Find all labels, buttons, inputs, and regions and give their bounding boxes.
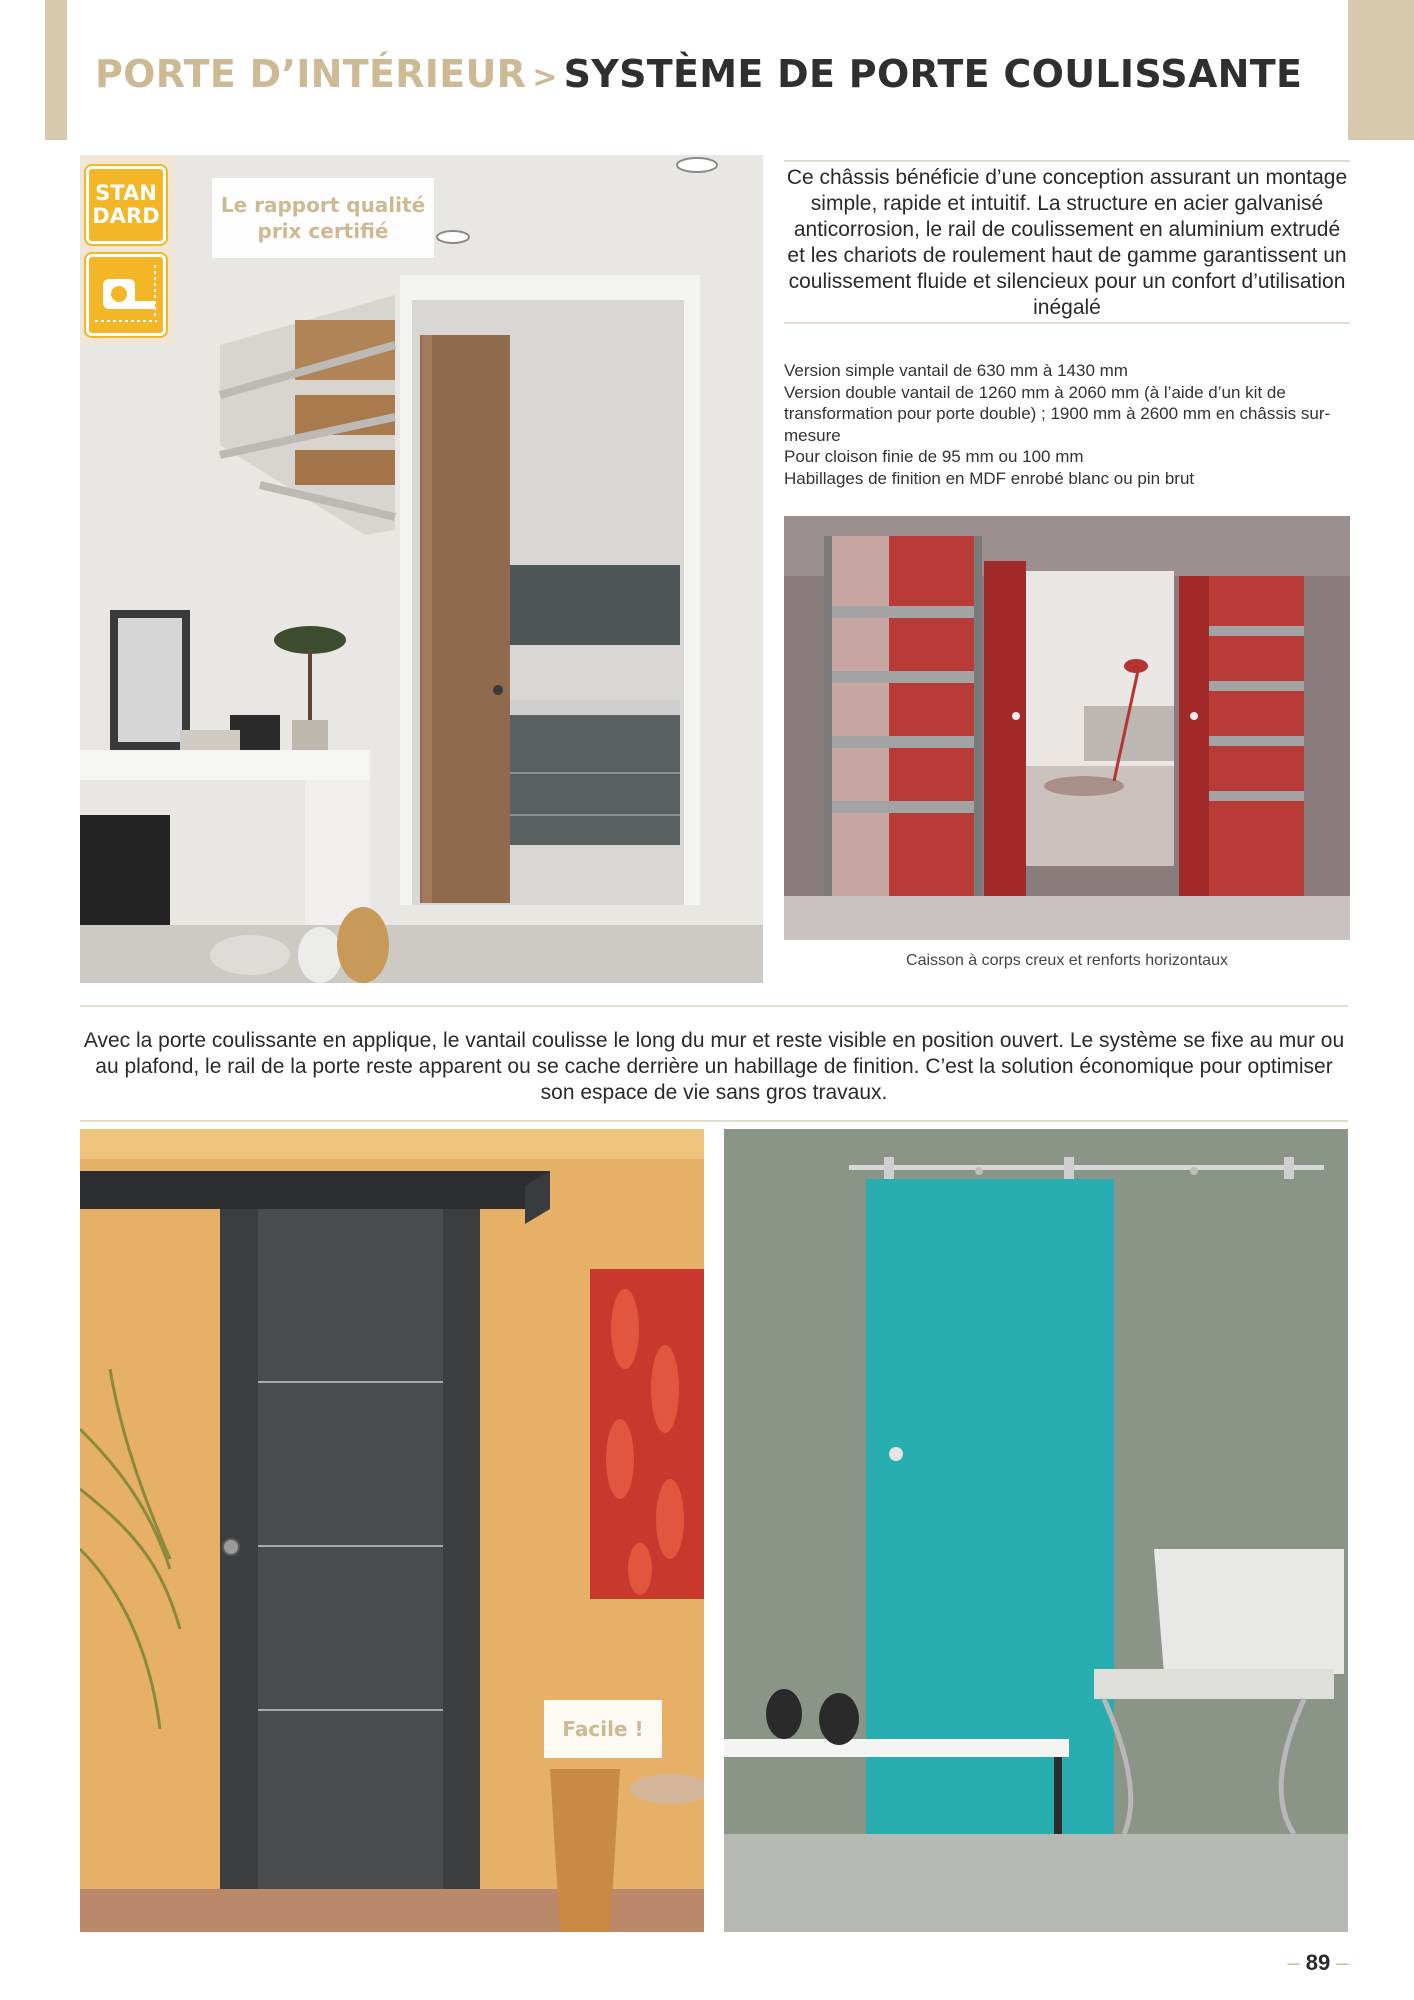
spec-item: Habillages de finition en MDF enrobé blanc ou pin brut	[784, 468, 1195, 488]
spec-item: Version simple vantail de 630 mm à 1430 mm	[784, 361, 1128, 380]
dark-door-illustration	[80, 1129, 704, 1932]
photo-dark-sliding-door	[80, 1129, 704, 1932]
header-category: PORTE D’INTÉRIEUR	[95, 52, 527, 96]
easy-tag: Facile !	[544, 1700, 662, 1758]
spec-list	[784, 360, 1344, 489]
applique-text: Avec la porte coulissante en applique, le vantail coulisse le long du mur et reste visible en position ouvert. Le système se fixe au mur ou au plafond, le rail de la porte reste apparent ou se cache derrière un habillage de finition. C’est la solution économique pour optimiser son espace de vie sans gros travaux.	[83, 1029, 1345, 1104]
intro-bottom-rule	[784, 322, 1350, 324]
standard-badge: STAN DARD	[86, 166, 166, 244]
teal-door-illustration	[724, 1129, 1348, 1932]
photo-teal-sliding-door	[724, 1129, 1348, 1932]
section-bottom-rule	[80, 1120, 1348, 1122]
page-header	[95, 52, 1335, 112]
caisson-caption: Caisson à corps creux et renforts horizontaux	[906, 952, 1228, 969]
right-accent-bar	[1348, 0, 1414, 140]
left-accent-bar	[45, 0, 67, 140]
spec-item: Version double vantail de 1260 mm à 2060 mm (à l’aide d’un kit de transformation pour porte double) ; 1900 mm à 2600 mm en châssis sur-mesure	[784, 382, 1331, 445]
page-number: – 89 –	[1287, 1950, 1349, 1975]
quality-price-tag: Le rapport qualité prix certifié	[212, 178, 434, 258]
intro-text: Ce châssis bénéficie d’une conception assurant un montage simple, rapide et intuitif. La structure en acier galvanisé anticorrosion, le rail de coulissement en aluminium extrudé et les chariots de roulement haut de gamme garantissent un coulissement fluide et silencieux pour un confort d’utilisation inégalé	[786, 166, 1348, 319]
photo-caisson-double-door	[784, 516, 1350, 940]
tape-measure-icon	[89, 257, 163, 333]
header-title: SYSTÈME DE PORTE COULISSANTE	[563, 52, 1303, 96]
header-separator: >	[532, 60, 558, 95]
tape-measure-badge	[86, 254, 166, 336]
intro-top-rule	[784, 160, 1350, 162]
spec-item: Pour cloison finie de 95 mm ou 100 mm	[784, 447, 1084, 466]
photo-pocket-door-interior	[80, 155, 763, 983]
pocket-door-illustration	[80, 155, 763, 983]
section-top-rule	[80, 1005, 1348, 1007]
page-number-value: 89	[1305, 1950, 1331, 1975]
caisson-illustration	[784, 516, 1350, 940]
